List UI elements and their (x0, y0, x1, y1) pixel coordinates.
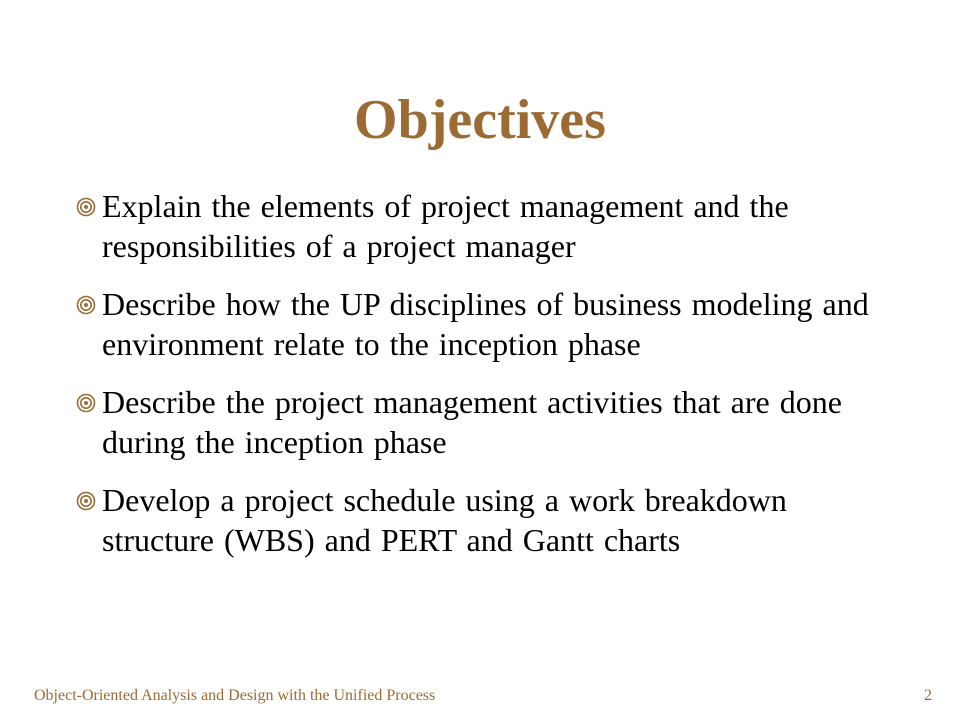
list-item (72, 284, 882, 364)
target-circle-icon (76, 491, 96, 511)
bullet-text: Develop a project schedule using a work breakdown structure (WBS) and PERT and Gantt charts (102, 482, 787, 558)
list-item (72, 382, 882, 462)
list-item (72, 186, 882, 266)
target-circle-icon (76, 295, 96, 315)
bullet-text: Describe how the UP disciplines of business modeling and environment relate to the inception phase (102, 286, 869, 362)
target-circle-icon (76, 197, 96, 217)
page-number: 2 (924, 687, 932, 704)
target-circle-icon (76, 393, 96, 413)
slide-title: Objectives (354, 89, 606, 151)
bullet-text: Describe the project management activities that are done during the inception phase (102, 384, 842, 460)
list-item (72, 480, 882, 560)
bullet-text: Explain the elements of project management and the responsibilities of a project manager (102, 188, 789, 264)
objectives-list (72, 186, 882, 578)
footer-course-title: Object-Oriented Analysis and Design with the Unified Process (34, 687, 436, 704)
